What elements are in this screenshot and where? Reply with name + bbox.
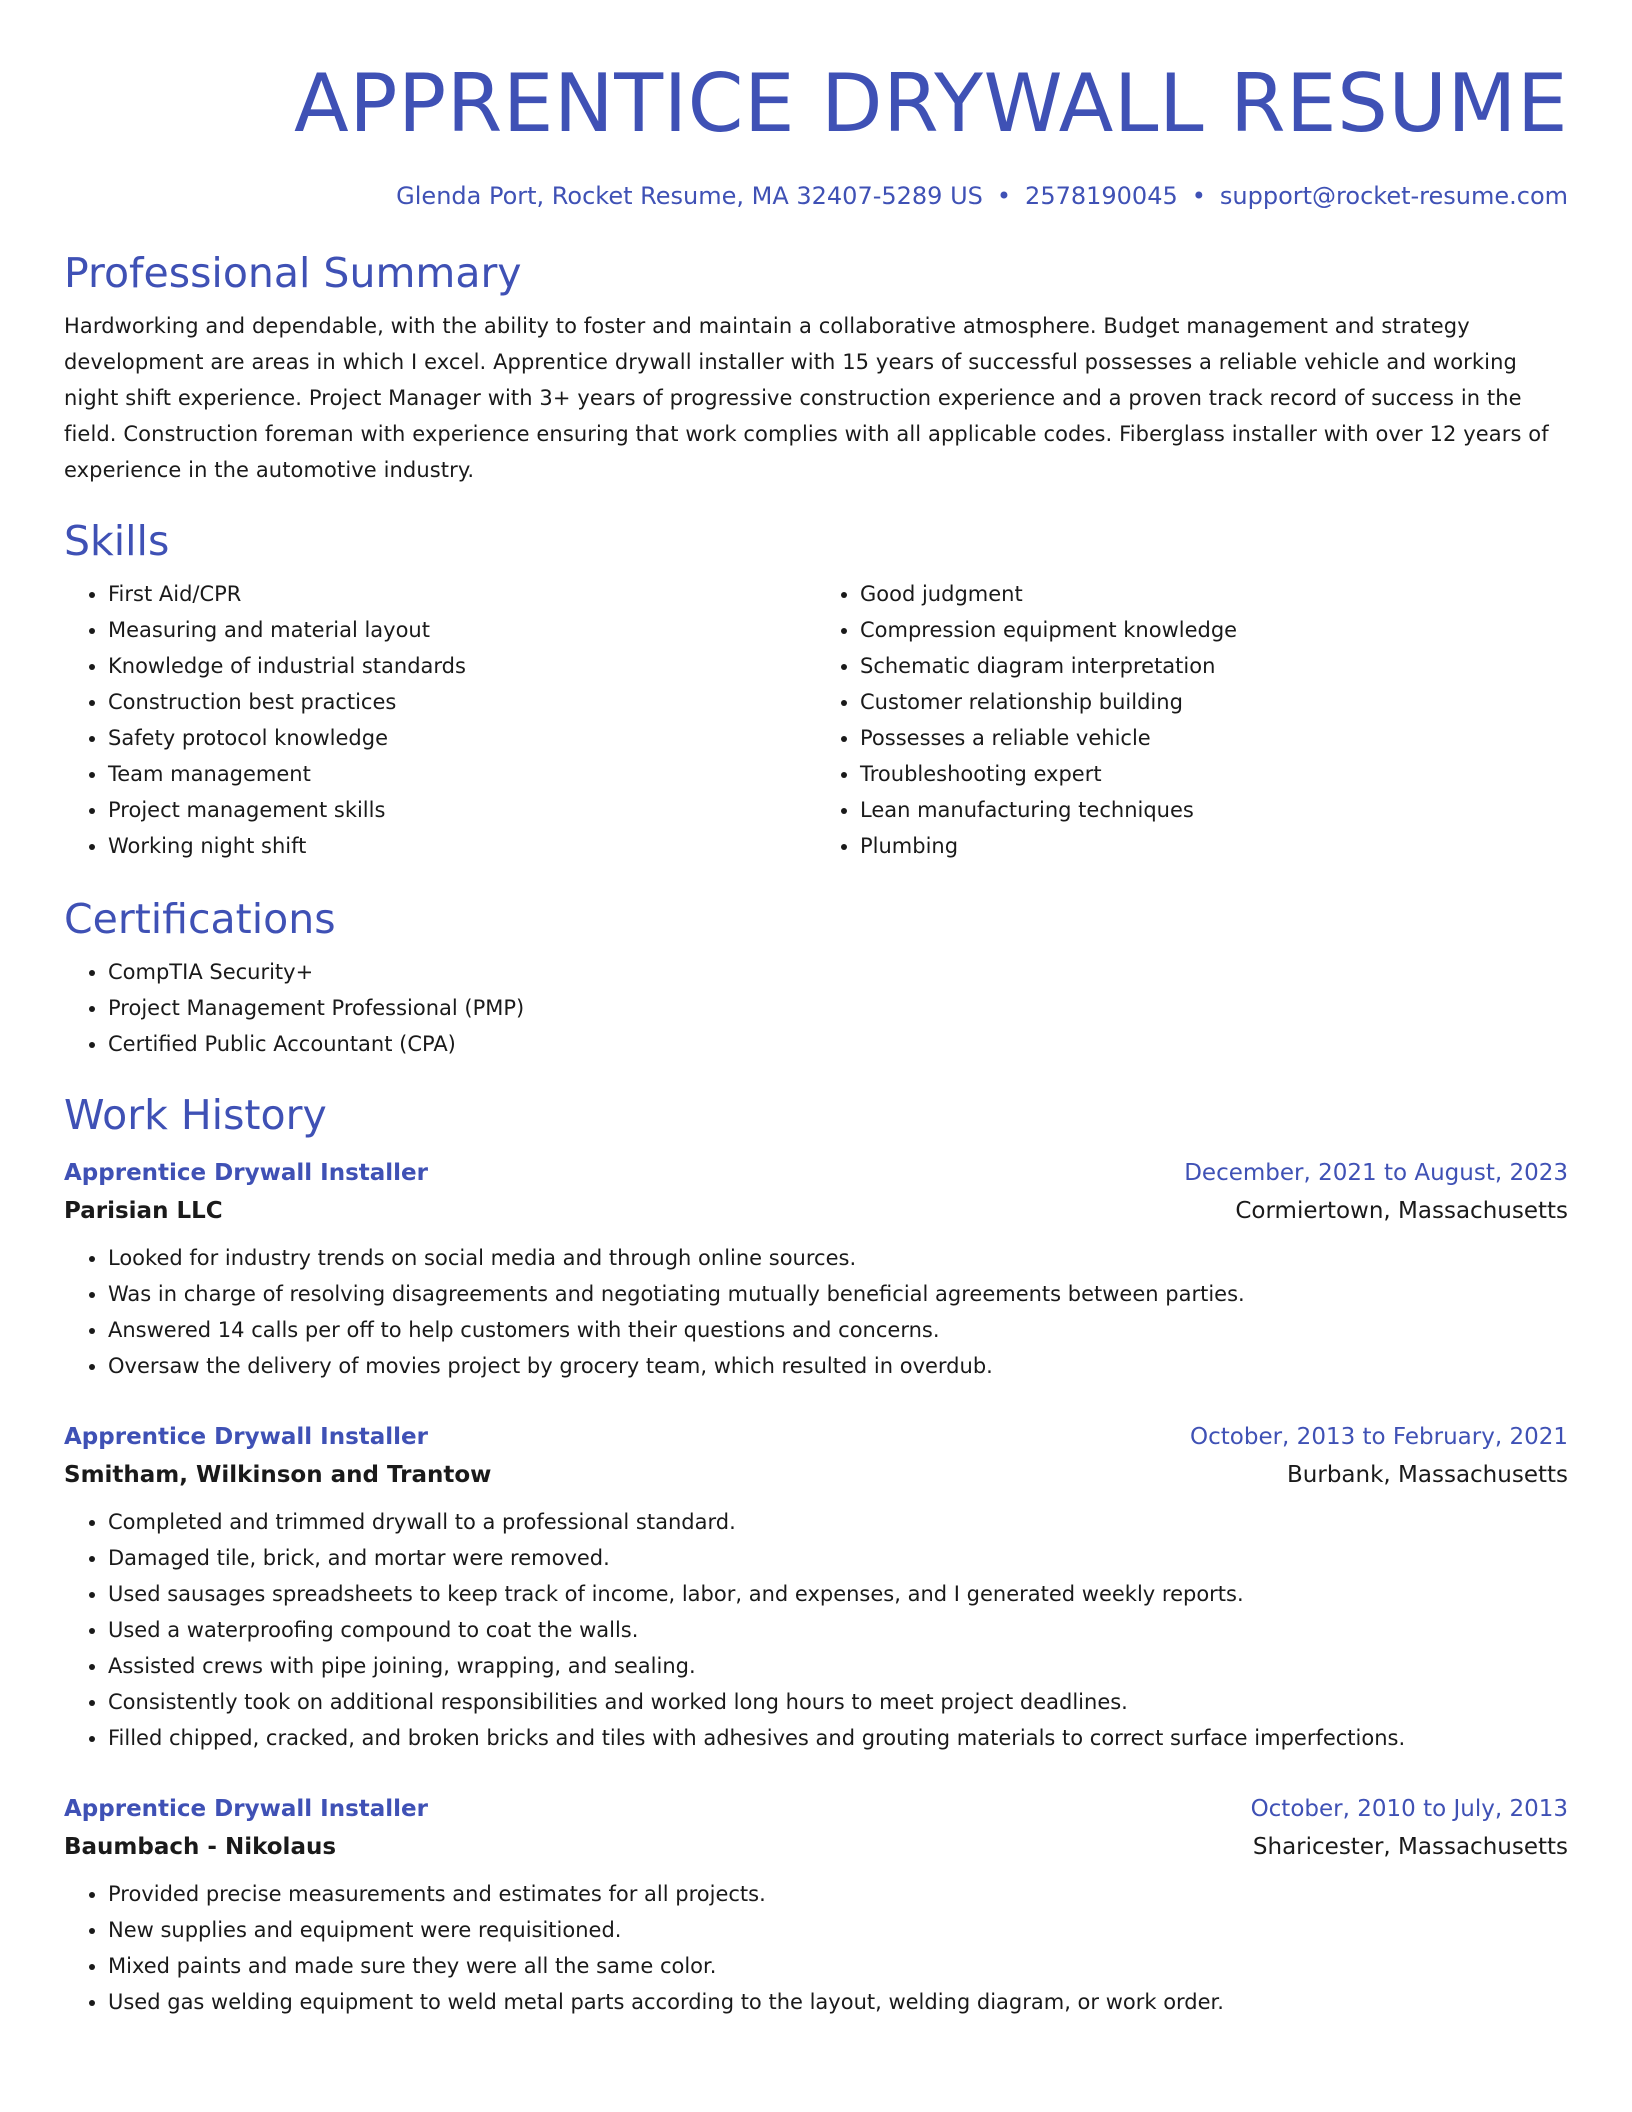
job-company: Baumbach - Nikolaus [64,1834,337,1860]
job-bullet: • Provided precise measurements and estimates for all projects. [108,1876,1568,1912]
work-history-section [64,1090,1568,2020]
job-title-row [64,1154,1568,1192]
certifications-section [64,894,1568,1062]
skill-item: • Troubleshooting expert [860,756,1568,792]
skill-item: • Safety protocol knowledge [108,720,816,756]
job-dates: December, 2021 to August, 2023 [1184,1160,1568,1186]
job-location: Cormiertown, Massachusetts [1235,1198,1568,1224]
certification-item: • Certified Public Accountant (CPA) [108,1026,1568,1062]
summary-section [64,248,1568,488]
certifications-heading: Certifications [64,895,336,943]
certification-item: • Project Management Professional (PMP) [108,990,1568,1026]
job-title: Apprentice Drywall Installer [64,1160,428,1186]
job-bullets [64,1876,1568,2020]
skill-item: • Team management [108,756,816,792]
job-bullet: • Damaged tile, brick, and mortar were removed. [108,1540,1568,1576]
job-bullet: • Was in charge of resolving disagreements and negotiating mutually beneficial agreements between parties. [108,1276,1568,1312]
job-bullet: • Completed and trimmed drywall to a professional standard. [108,1504,1568,1540]
work-history-heading: Work History [64,1091,327,1139]
jobs-list [64,1154,1568,2020]
summary-heading: Professional Summary [64,249,522,297]
contact-separator: • [996,182,1012,210]
job-bullet: • Consistently took on additional responsibilities and worked long hours to meet project deadlines. [108,1684,1568,1720]
job-company-row [64,1828,1568,1866]
job-title: Apprentice Drywall Installer [64,1424,428,1450]
certification-item: • CompTIA Security+ [108,954,1568,990]
job-location: Sharicester, Massachusetts [1252,1834,1568,1860]
job-bullets [64,1504,1568,1756]
certifications-list [64,954,1568,1062]
job-location: Burbank, Massachusetts [1287,1462,1568,1488]
job-dates: October, 2010 to July, 2013 [1250,1796,1568,1822]
job-entry [64,1154,1568,1384]
contact-separator: • [1191,182,1206,210]
job-bullet: • Oversaw the delivery of movies project by grocery team, which resulted in overdub. [108,1348,1568,1384]
skill-item: • Project management skills [108,792,816,828]
skill-item: • Plumbing [860,828,1568,864]
job-bullet: • Mixed paints and made sure they were all the same color. [108,1948,1568,1984]
skill-item: • Working night shift [108,828,816,864]
skill-item: • Possesses a reliable vehicle [860,720,1568,756]
contact-line [64,180,1568,212]
job-entry [64,1790,1568,2020]
job-bullet: • Filled chipped, cracked, and broken bricks and tiles with adhesives and grouting materials to correct surface imperfections. [108,1720,1568,1756]
job-dates: October, 2013 to February, 2021 [1190,1424,1568,1450]
skill-item: • Schematic diagram interpretation [860,648,1568,684]
job-company: Parisian LLC [64,1198,223,1224]
skill-item: • Construction best practices [108,684,816,720]
skill-item: • Compression equipment knowledge [860,612,1568,648]
contact-address: Glenda Port, Rocket Resume, MA 32407-5289 US [396,182,983,210]
skill-item: • Good judgment [860,576,1568,612]
job-bullet: • Used sausages spreadsheets to keep track of income, labor, and expenses, and I generated weekly reports. [108,1576,1568,1612]
skills-list-left [64,576,816,864]
resume-page [64,0,1568,2020]
job-bullet: • Looked for industry trends on social media and through online sources. [108,1240,1568,1276]
job-bullets [64,1240,1568,1384]
skills-list-right [816,576,1568,864]
job-title: Apprentice Drywall Installer [64,1796,428,1822]
job-title-row [64,1790,1568,1828]
skills-heading: Skills [64,517,170,565]
job-bullet: • Answered 14 calls per off to help customers with their questions and concerns. [108,1312,1568,1348]
job-bullet: • Used gas welding equipment to weld metal parts according to the layout, welding diagram, or work order. [108,1984,1568,2020]
job-title-row [64,1418,1568,1456]
job-bullet: • New supplies and equipment were requisitioned. [108,1912,1568,1948]
job-company-row [64,1192,1568,1230]
skills-section [64,516,1568,864]
skills-columns [64,576,1568,864]
contact-email[interactable]: support@rocket-resume.com [1219,182,1568,210]
skill-item: • First Aid/CPR [108,576,816,612]
job-bullet: • Assisted crews with pipe joining, wrapping, and sealing. [108,1648,1568,1684]
resume-title: APPRENTICE DRYWALL RESUME [294,57,1568,150]
job-company-row [64,1456,1568,1494]
resume-header [64,58,1568,212]
skill-item: • Knowledge of industrial standards [108,648,816,684]
skill-item: • Lean manufacturing techniques [860,792,1568,828]
skill-item: • Measuring and material layout [108,612,816,648]
job-bullet: • Used a waterproofing compound to coat the walls. [108,1612,1568,1648]
job-company: Smitham, Wilkinson and Trantow [64,1462,492,1488]
skill-item: • Customer relationship building [860,684,1568,720]
summary-text: Hardworking and dependable, with the ability to foster and maintain a collaborative atmosphere. Budget management and strategy development are areas in which I excel. Apprentice drywall installer with 15 years of successful possesses a reliable vehicle and working night shift experience. Project Manager with 3+ years of progressive construction experience and a proven track record of success in the field. Construction foreman with experience ensuring that work complies with all applicable codes. Fiberglass installer with over 12 years of experience in the automotive industry. [64,314,1549,482]
job-entry [64,1418,1568,1756]
contact-phone: 2578190045 [1025,182,1178,210]
